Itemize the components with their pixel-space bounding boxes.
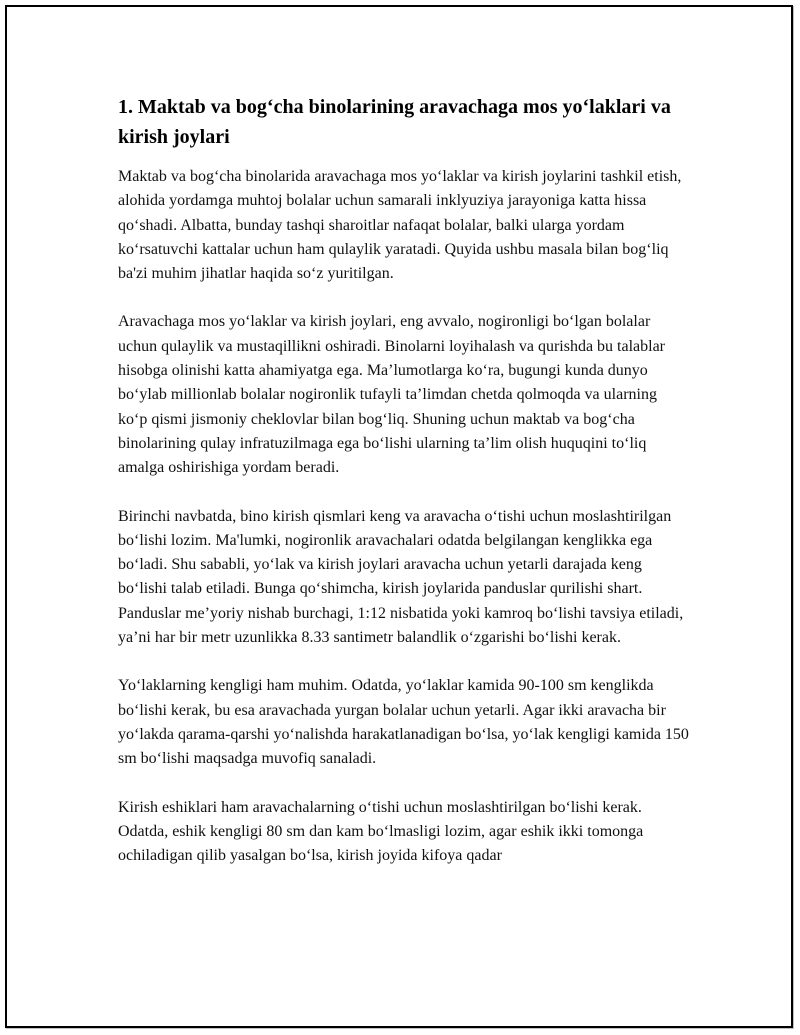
paragraph-accessibility-importance: Aravachaga mos yo‘laklar va kirish joylari, eng avvalo, nogironligi bo‘lgan bolalar uchun qulaylik va mustaqillikni oshiradi. Binolarni loyihalash va qurishda bu talablar hisobga olinishi katta ahamiyatga ega. Ma’lumotlarga ko‘ra, bugungi kunda dunyo bo‘ylab millionlab bolalar nogironlik tufayli ta’limdan chetda qolmoqda va ularning ko‘p qismi jismoniy cheklovlar bilan bog‘liq. Shuning uchun maktab va bog‘cha binolarining qulay infratuzilmaga ega bo‘lishi ularning ta’lim olish huquqini to‘liq amalga oshirishiga yordam beradi.: [118, 313, 666, 477]
paragraph-entrance-doors: Kirish eshiklari ham aravachalarning o‘tishi uchun moslashtirilgan bo‘lishi kerak. Odatda, eshik kengligi 80 sm dan kam bo‘lmasligi lozim, agar eshik ikki tomonga ochiladigan qilib yasalgan bo‘lsa, kirish joyida kifoya qadar: [118, 798, 644, 865]
paragraph-corridor-width: Yo‘laklarning kengligi ham muhim. Odatda, yo‘laklar kamida 90-100 sm kenglikda bo‘lishi kerak, bu esa aravachada yurgan bolalar uchun yetarli. Agar ikki aravacha bir yo‘lakda qarama-qarshi yo‘nalishda harakatlanadigan bo‘lsa, yo‘lak kengligi kamida 150 sm bo‘lishi maqsadga muvofiq sanaladi.: [118, 677, 689, 768]
document-body: [118, 92, 690, 892]
paragraph-entrance-ramps: Birinchi navbatda, bino kirish qismlari keng va aravacha o‘tishi uchun moslashtirilgan bo‘lishi lozim. Ma'lumki, nogironlik aravachalari odatda belgilangan kenglikka ega bo‘ladi. Shu sababli, yo‘lak va kirish joylari aravacha uchun yetarli darajada keng bo‘lishi talab etiladi. Bunga qo‘shimcha, kirish joylarida panduslar qurilishi shart. Panduslar me’yoriy nishab burchagi, 1:12 nisbatida yoki kamroq bo‘lishi tavsiya etiladi, ya’ni har bir metr uzunlikka 8.33 santimetr balandlik o‘zgarishi bo‘lishi kerak.: [118, 507, 684, 647]
section-heading: 1. Maktab va bog‘cha binolarining aravachaga mos yo‘laklari va kirish joylari: [118, 96, 671, 148]
paragraph-intro: Maktab va bog‘cha binolarida aravachaga mos yo‘laklar va kirish joylarini tashkil etish, alohida yordamga muhtoj bolalar uchun samarali inklyuziya jarayoniga katta hissa qo‘shadi. Albatta, bunday tashqi sharoitlar nafaqat bolalar, balki ularga yordam ko‘rsatuvchi kattalar uchun ham qulaylik yaratadi. Quyida ushbu masala bilan bog‘liq ba'zi muhim jihatlar haqida so‘z yuritilgan.: [118, 168, 682, 283]
